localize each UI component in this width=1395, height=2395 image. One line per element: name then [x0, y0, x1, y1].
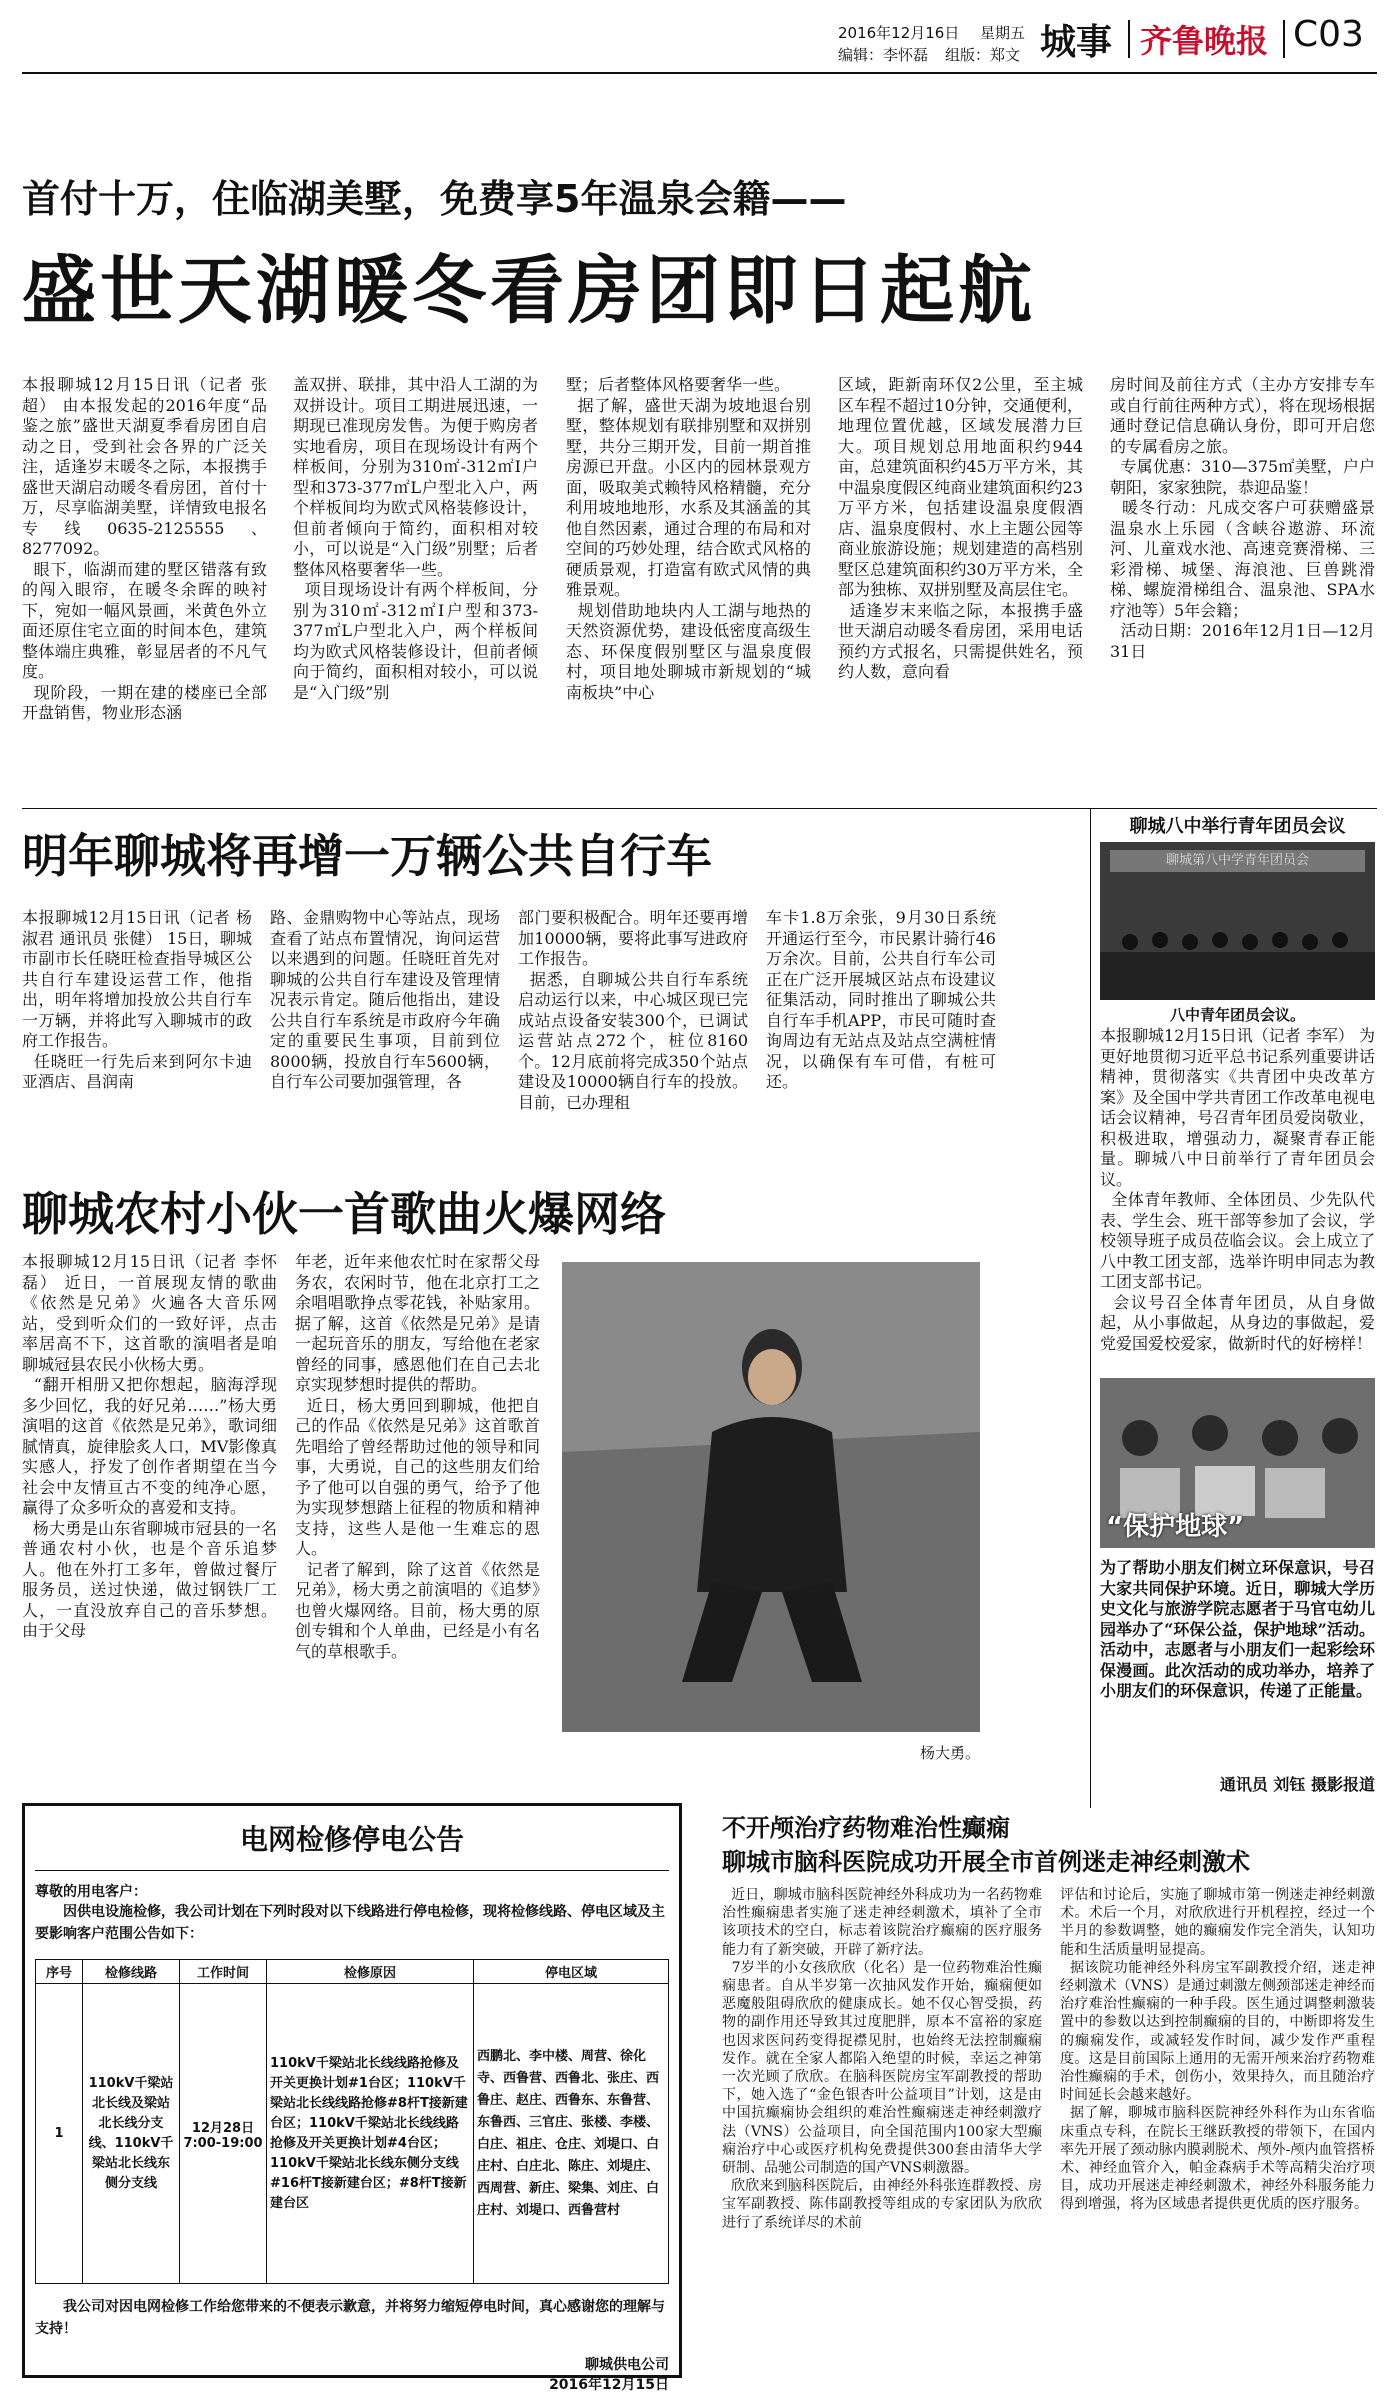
meeting-photo — [1100, 842, 1375, 1000]
header-weekday: 星期五 — [980, 24, 1026, 42]
article3-headline: 聊城农村小伙一首歌曲火爆网络 — [22, 1187, 666, 1241]
singer-photo — [562, 1262, 980, 1732]
singer-photo-image — [562, 1262, 980, 1732]
cell-line: 110kV千梁站北长线及梁站北长线分支线、110kV千梁站北长线东侧分支线 — [83, 1984, 180, 2284]
sidebar-credit: 通讯员 刘钰 摄影报道 — [1219, 1775, 1375, 1794]
section-name: 城事 — [1040, 22, 1113, 63]
article2-headline: 明年聊城将再增一万辆公共自行车 — [22, 829, 712, 883]
article1-col2: 盖双拼、联排，其中沿人工湖的为双拼设计。项目工期进展迅速，一期现已准现房发售。为便于购房者实地看房，项目在现场设计有两个样板间，分别为310㎡-312㎡I户型和373-377㎡L户型北入户，两个样板间均为欧式风格装修设计，但前者倾向于简约，面积相对较小，可以说是“入门级”别墅；后者整体风格要奢华一些。 项目现场设计有两个样板间，分别为310㎡-312㎡I户型和373-377㎡L户型北入户，两个样板间均为欧式风格装修设计，但前者倾向于简约，面积相对较小，可以说是“入门级”别 — [293, 375, 538, 702]
power-notice — [22, 1803, 682, 2393]
meeting-photo-sign: 聊城第八中学青年团员会 — [1110, 850, 1365, 872]
header-area: 停电区域 — [474, 1960, 669, 1984]
notice-title-rule — [35, 1870, 669, 1871]
cell-reason: 110kV千梁站北长线线路抢修及开关更换计划#1台区；110kV千梁站北长线线路抢修#8杆T接新建台区；110kV千梁站北长线线路抢修及开关更换计划#4台区；110kV千梁站北长线东侧分支线#16杆T接新建台区；#8杆T接新建台区 — [267, 1984, 474, 2284]
article4-headline2: 聊城市脑科医院成功开展全市首例迷走神经刺激术 — [722, 1848, 1250, 1876]
notice-greeting: 尊敬的用电客户： — [35, 1884, 147, 1900]
header-time: 工作时间 — [180, 1960, 267, 1984]
header-divider-2 — [1283, 20, 1285, 58]
notice-sign-date: 2016年12月15日 — [549, 2377, 669, 2393]
article4-headline1: 不开颅治疗药物难治性癫痫 — [722, 1814, 1010, 1842]
article1-col1: 本报聊城12月15日讯（记者 张超） 由本报发起的2016年度“品鉴之旅”盛世天湖夏季看房团自启动之日，受到社会各界的广泛关注，适逢岁末暖冬之际，本报携手盛世天湖启动暖冬看房团，首付十万，尽享临湖美墅，详情致电报名专线0635-2125555、8277092。 眼下，临湖而建的墅区错落有致的闯入眼帘，在暖冬余晖的映衬下，宛如一幅风景画，米黄色外立面还原住宅立面的时间本色，建筑整体端庄典雅，彰显居者的不凡气度。 现阶段，一期在建的楼座已全部开盘销售，物业形态涵 — [22, 375, 267, 722]
article4-col2: 评估和讨论后，实施了聊城市第一例迷走神经刺激术。术后一个月，对欣欣进行开机程控，经过一个半月的参数调整，她的癫痫发作完全消失，认知功能和生活质量明显提高。 据该院功能神经外科房宝军副教授介绍，迷走神经刺激术（VNS）是通过刺激左侧颈部迷走神经而治疗难治性癫痫的一种手段。医生通过调整刺激装置中的参数以达到控制癫痫的目的，中断即将发生的癫痫发作，或减轻发作时间，减少发作严重程度。这是目前国际上通用的无需开颅来治疗药物难治性癫痫的手术，创伤小，效果持久，而且随治疗时间延长会越来越好。 据了解，聊城市脑科医院神经外科作为山东省临床重点专科，在院长王继跃教授的带领下，在国内率先开展了颈动脉内膜剥脱术、颅外-颅内血管搭桥术、神经血管介入，帕金森病手术等高精尖治疗项目，成功开展迷走神经刺激术，神经外科服务能力得到增强，将为区域患者提供更优质的医疗服务。 — [1060, 1887, 1375, 2213]
header-rule — [22, 72, 1377, 74]
article1-col3: 墅；后者整体风格要奢华一些。 据了解，盛世天湖为坡地退台别墅，整体规划有联排别墅和双拼别墅，共分三期开发，目前一期首推房源已开盘。小区内的园林景观方面，吸取美式赖特风格精髓，充分利用坡地地形，水系及其涵盖的其他自然因素，通过合理的布局和对空间的巧妙处理，结合欧式风格的硬质景观，打造富有欧式风情的典雅景观。 规划借助地块内人工湖与地热的天然资源优势，建设低密度高级生态、环保度假别墅区与温泉度假村，项目地处聊城市新规划的“城南板块”中心 — [566, 375, 811, 702]
article2-col2: 路、金鼎购物中心等站点，现场查看了站点布置情况，询问运营以来遇到的问题。任晓旺首先对聊城的公共自行车建设及管理情况表示肯定。随后他指出，建设公共自行车系统是市政府今年确定的重要民生事项，目前到位8000辆，投放自行车5600辆，自行车公司要加强管理，各 — [270, 908, 500, 1091]
notice-intro: 因供电设施检修，我公司计划在下列时段对以下线路进行停电检修，现将检修线路、停电区域及主要影响客户范围公告如下： — [35, 1904, 665, 1942]
sidebar-title: 聊城八中举行青年团员会议 — [1129, 816, 1346, 837]
header-reason: 检修原因 — [267, 1960, 474, 1984]
notice-table-header — [36, 1960, 669, 1984]
section-rule-1 — [22, 808, 1377, 809]
article2-col1: 本报聊城12月15日讯（记者 杨淑君 通讯员 张健） 15日，聊城市副市长任晓旺检查指导城区公共自行车建设运营工作，他指出，明年将增加投放公共自行车一万辆，并将此写入聊城市的政府工作报告。 任晓旺一行先后来到阿尔卡迪亚酒店、昌润南 — [22, 908, 252, 1091]
article1-headline: 盛世天湖暖冬看房团即日起航 — [22, 248, 1036, 334]
newspaper-logo: 齐鲁晚报 — [1140, 22, 1269, 60]
article1-kicker: 首付十万，住临湖美墅，免费享5年温泉会籍—— — [22, 177, 847, 221]
meeting-photo-caption: 八中青年团员会议。 — [1169, 1006, 1305, 1024]
article2-col3: 部门要积极配合。明年还要再增加10000辆，要将此事写进政府工作报告。 据悉，自聊城公共自行车系统启动运行以来，中心城区现已完成站点设备安装300个，已调试运营站点272个，桩位8160个。12月底前将完成350个站点建设及10000辆自行车的投放。目前，已办理租 — [518, 908, 748, 1112]
header-seq: 序号 — [36, 1960, 83, 1984]
singer-photo-caption: 杨大勇。 — [919, 1744, 980, 1762]
sidebar-body2: 为了帮助小朋友们树立环保意识，号召大家共同保护环境。近日，聊城大学历史文化与旅游学院志愿者于马官屯幼儿园举办了“环保公益，保护地球”活动。活动中，志愿者与小朋友们一起彩绘环保漫画。此次活动的成功举办，培养了小朋友们的环保意识，传递了正能量。 — [1100, 1558, 1375, 1700]
header-date: 2016年12月16日 — [838, 24, 960, 42]
header-divider — [1128, 20, 1130, 58]
cell-seq: 1 — [36, 1984, 83, 2284]
article3-col2: 年老，近年来他农忙时在家帮父母务农，农闲时节，他在北京打工之余唱唱歌挣点零花钱，补贴家用。据了解，这首《依然是兄弟》是请一起玩音乐的朋友，写给他在老家曾经的同事，感恩他们在自己去北京实现梦想时提供的帮助。 近日，杨大勇回到聊城，他把自己的作品《依然是兄弟》这首歌首先唱给了曾经帮助过他的领导和同事，大勇说，自己的这些朋友们给予了他可以自强的勇气，给予了他为实现梦想踏上征程的物质和精神支持，这些人是他一生难忘的恩人。 记者了解到，除了这首《依然是兄弟》，杨大勇之前演唱的《追梦》也曾火爆网络。目前，杨大勇的原创专辑和个人单曲，已经是小有名气的草根歌手。 — [295, 1252, 540, 1661]
notice-table — [35, 1959, 669, 2284]
table-row — [36, 1984, 669, 2284]
notice-signature: 聊城供电公司 — [585, 2357, 669, 2373]
meeting-photo-image — [1100, 842, 1375, 1000]
article1-col4: 区域，距新南环仅2公里，至主城区车程不超过10分钟，交通便利，地理位置优越，区域发展潜力巨大。项目规划总用地面积约944亩，总建筑面积约45万平方米，其中温泉度假区纯商业建筑面积约23万平方米，包括建设温泉度假酒店、温泉度假村、水上主题公园等商业旅游设施；规划建造的高档别墅区总建筑面积约30万平方米，全部为独栋、双拼别墅及高层住宅。 适逢岁末来临之际，本报携手盛世天湖启动暖冬看房团，采用电话预约方式报名，只需提供姓名，预约人数，意向看 — [838, 375, 1083, 681]
article3-col1: 本报聊城12月15日讯（记者 李怀磊） 近日，一首展现友情的歌曲《依然是兄弟》火遍各大音乐网站，受到听众们的一致好评，点击率居高不下，这首歌的演唱者是咱聊城冠县农民小伙杨大勇。 “翻开相册又把你想起，脑海浮现多少回忆，我的好兄弟……”杨大勇演唱的这首《依然是兄弟》，歌词细腻情真，旋律脍炙人口，MV影像真实感人，抒发了创作者期望在当今社会中友情亘古不变的纯净心愿，赢得了众多听众的喜爱和支持。 杨大勇是山东省聊城市冠县的一名普通农村小伙，也是个音乐追梦人。他在外打工多年，曾做过餐厅服务员，送过快递，做过钢铁厂工人，一直没放弃自己的音乐梦想。由于父母 — [22, 1252, 277, 1640]
sidebar-body: 本报聊城12月15日讯（记者 李军） 为更好地贯彻习近平总书记系列重要讲话精神，贯彻落实《共青团中央改革方案》及全国中学共青团工作改革电视电话会议精神，号召青年团员爱岗敬业，积极进取，增强动力，凝聚青春正能量。聊城八中日前举行了青年团员会议。 全体青年教师、全体团员、少先队代表、学生会、班干部等参加了会议，学校领导班子成员莅临会议。会上成立了八中教工团支部，选举许明申同志为教工团支部书记。 会议号召全体青年团员，从自身做起，从小事做起，从身边的事做起，爱党爱国爱校爱家，做新时代的好榜样！ — [1100, 1026, 1375, 1353]
cell-area: 西鹏北、李中楼、周营、徐化寺、西鲁营、西鲁北、张庄、西鲁庄、赵庄、西鲁东、东鲁营、东鲁西、三官庄、张楼、李楼、白庄、祖庄、仓庄、刘堤口、白庄村、白庄北、陈庄、刘堤庄、西周营、新庄、梁集、刘庄、白庄村、刘堤口、西鲁营村 — [474, 1984, 669, 2284]
notice-footer: 我公司对因电网检修工作给您带来的不便表示歉意，并将努力缩短停电时间，真心感谢您的理解与支持！ — [35, 2299, 665, 2337]
page-number: C03 — [1293, 14, 1364, 55]
header-editor: 编辑：李怀磊 — [838, 46, 929, 64]
cell-time: 12月28日 7:00-19:00 — [180, 1984, 267, 2284]
kids-photo — [1100, 1378, 1375, 1548]
notice-title: 电网检修停电公告 — [239, 1823, 464, 1856]
header-line: 检修线路 — [83, 1960, 180, 1984]
article2-col4: 车卡1.8万余张，9月30日系统开通运行至今，市民累计骑行46万余次。目前，公共自行车公司正在广泛开展城区站点布设建议征集活动，同时推出了聊城公共自行车手机APP，市民可随时查询周边有无站点及站点空满桩情况，以确保有车可借，有桩可还。 — [766, 908, 996, 1091]
article4-col1: 近日，聊城市脑科医院神经外科成功为一名药物难治性癫痫患者实施了迷走神经刺激术，填补了全市该项技术的空白，标志着该院治疗癫痫的医疗服务能力有了新突破，开辟了新疗法。 7岁半的小女孩欣欣（化名）是一位药物难治性癫痫患者。自从半岁第一次抽风发作开始，癫痫便如恶魔般阻碍欣欣的健康成长。她不仅心智受损，药物的副作用还导致其过度肥胖，原本不富裕的家庭也因求医问药变得捉襟见肘，也始终无法控制癫痫发作。就在全家人都陷入绝望的时候，幸运之神第一次光顾了欣欣。在脑科医院房宝军副教授的帮助下，她入选了“金色银杏叶公益项目”计划，这是由中国抗癫痫协会组织的难治性癫痫迷走神经刺激疗法（VNS）公益项目，向全国范围内100家大型癫痫治疗中心或医疗机构免费提供300套由清华大学研制、品驰公司制造的国产VNS刺激器。 欣欣来到脑科医院后，由神经外科张连群教授、房宝军副教授、陈伟副教授等组成的专家团队为欣欣进行了系统详尽的术前 — [722, 1887, 1042, 2231]
header-designer: 组版：郑文 — [945, 46, 1021, 64]
kids-photo-title: “保护地球” — [1106, 1512, 1245, 1542]
article1-col5: 房时间及前往方式（主办方安排专车或自行前往两种方式），将在现场根据通时登记信息确认身份，即可开启您的专属看房之旅。 专属优惠：310—375㎡美墅，户户朝阳，家家独院，恭迎品鉴！ 暖冬行动：凡成交客户可获赠盛景温泉水上乐园（含峡谷遨游、环流河、儿童戏水池、高速竞赛滑梯、三彩滑梯、城堡、海浪池、巨兽跳滑梯、螺旋滑梯组合、温泉池、SPA水疗池等）5年会籍； 活动日期：2016年12月1日—12月31日 — [1110, 375, 1375, 661]
page-header — [0, 0, 1395, 70]
sidebar-rule — [1090, 808, 1091, 1808]
